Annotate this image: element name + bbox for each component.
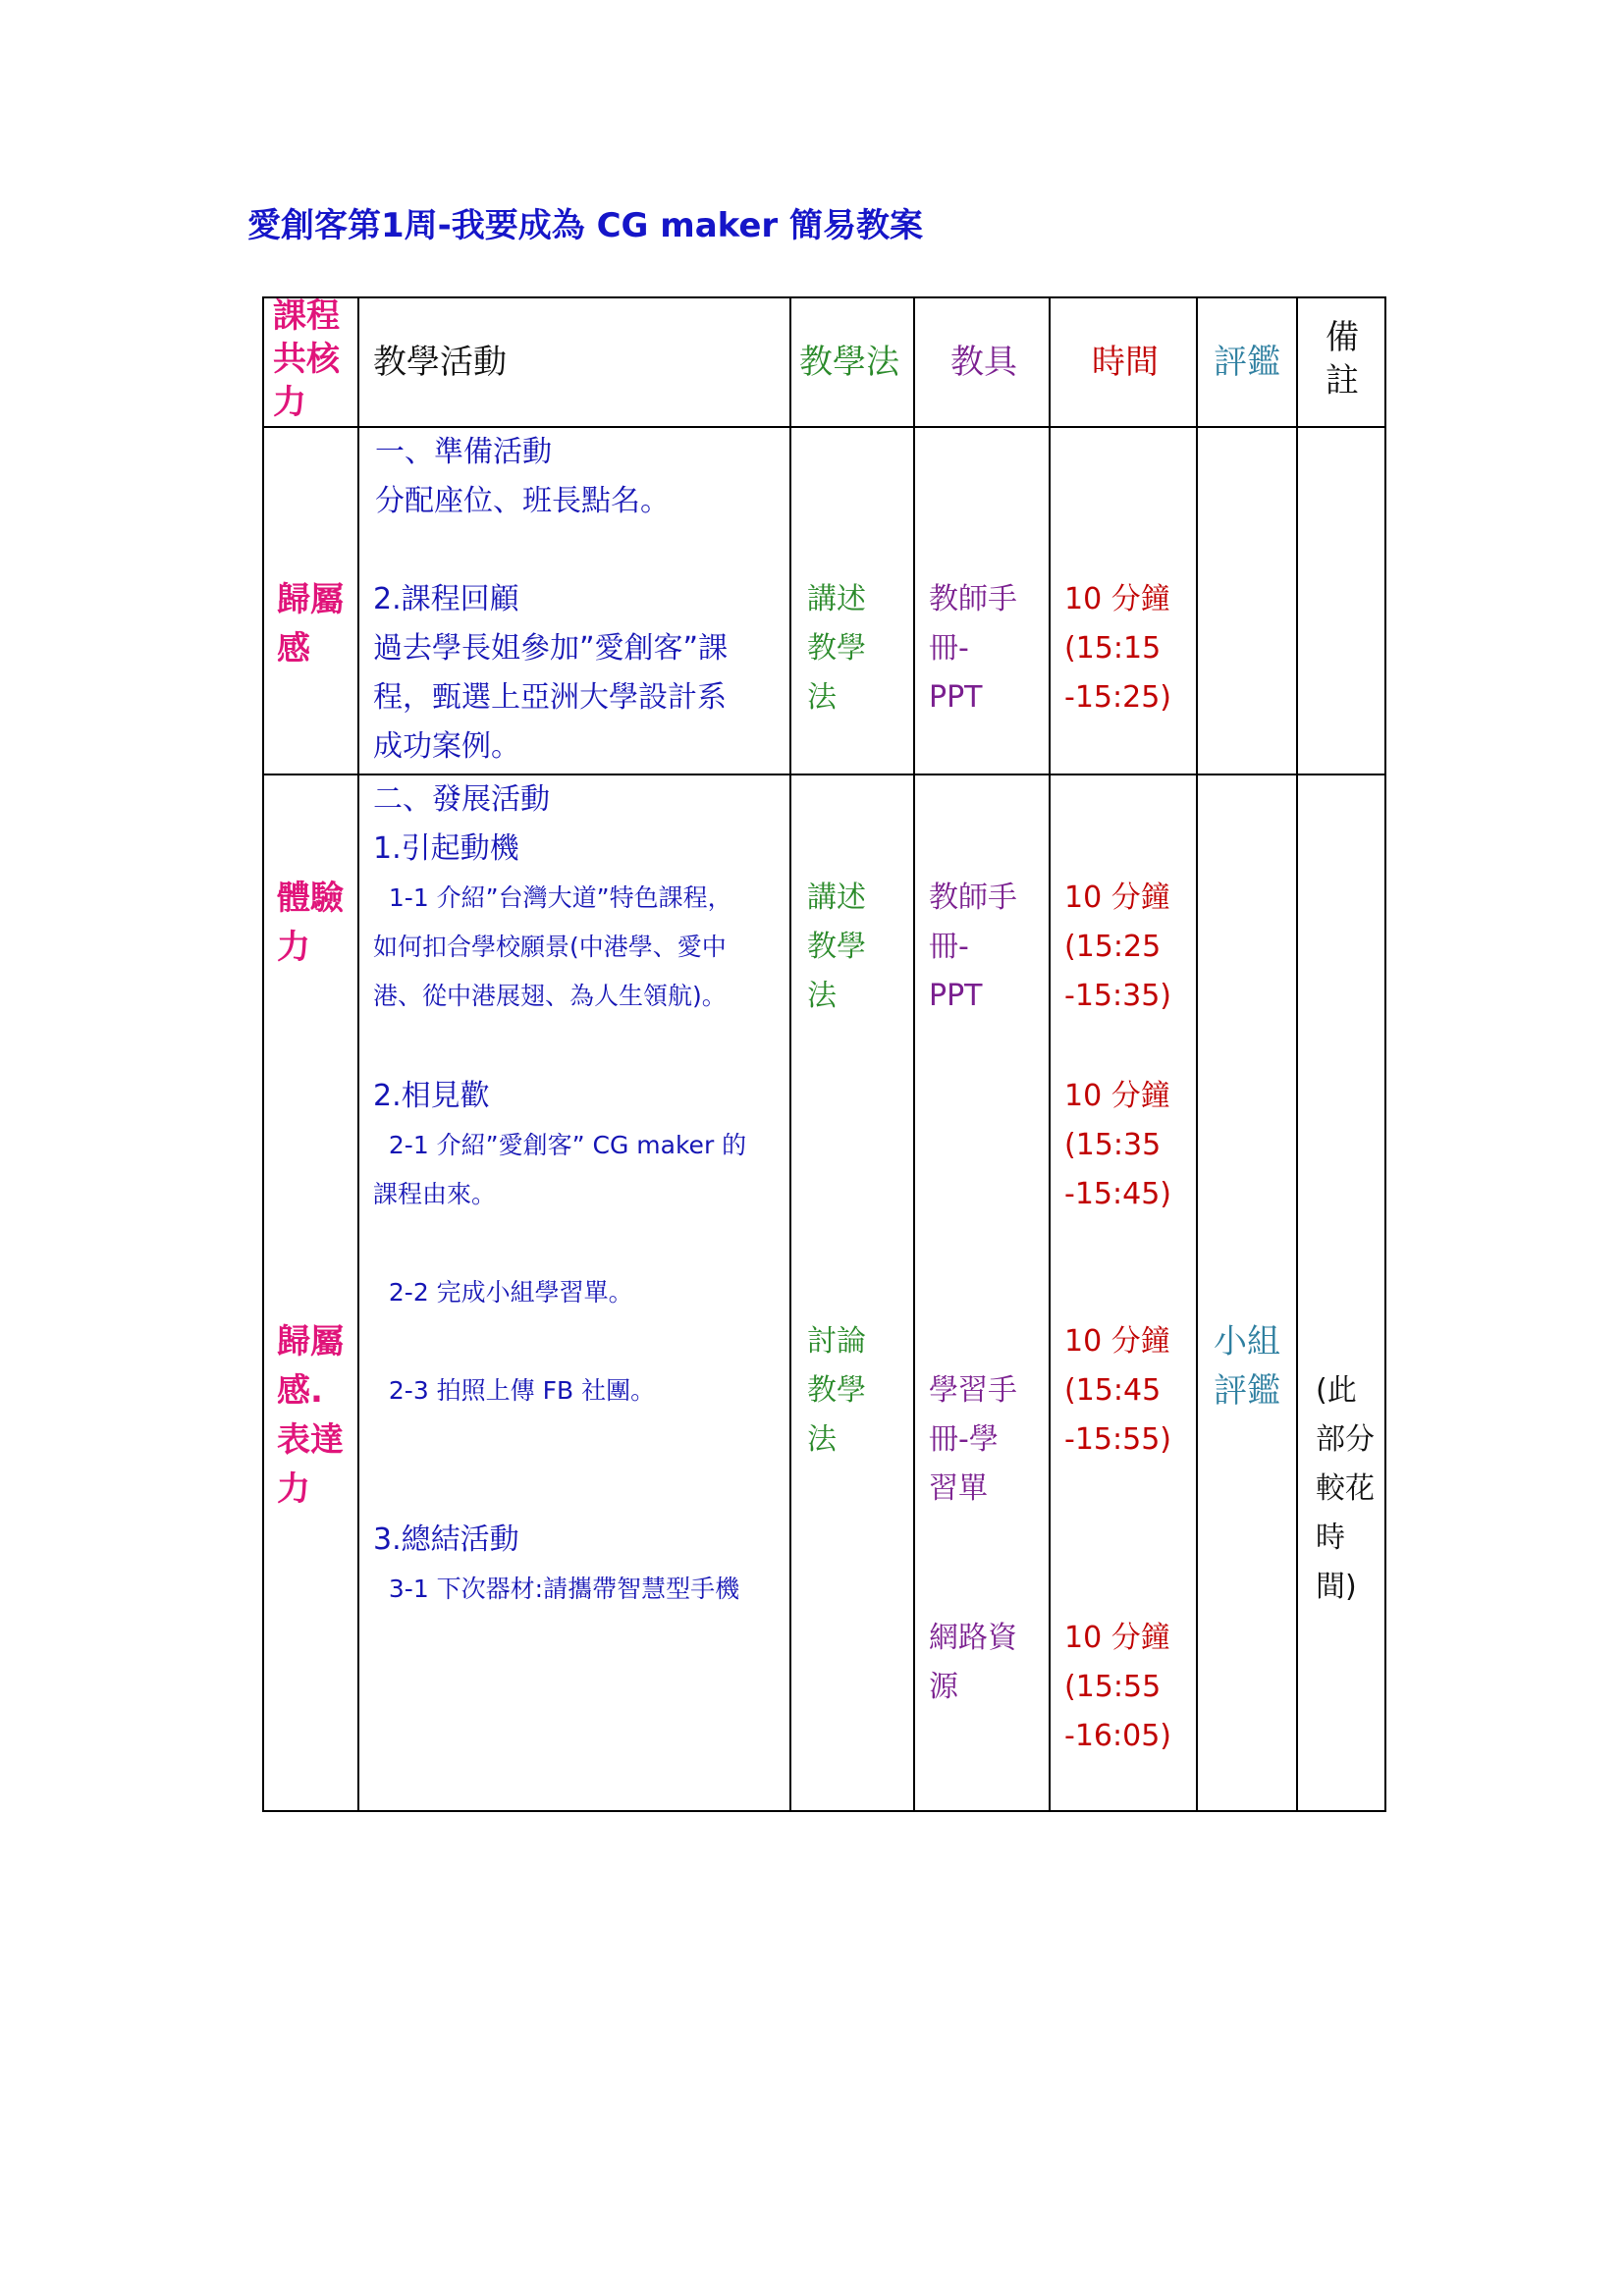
row2-activity-2-3: 2-3 拍照上傳 FB 社團。 [373, 1376, 656, 1405]
row2-tools-web: 網路資 源 [929, 1621, 1017, 1704]
col-border [357, 296, 359, 1812]
row2-tools-ppt: 教師手 冊- PPT [929, 881, 1017, 1013]
row2-activity-2-1: 2-1 介紹”愛創客” CG maker 的 課程由來。 [373, 1131, 747, 1208]
row2-tools-worksheet: 學習手 冊-學 習單 [929, 1373, 1017, 1506]
col-border [1049, 296, 1051, 1812]
row2-activity-heading: 二、發展活動 1.引起動機 [373, 782, 550, 866]
row2-method-lecture: 講述 教學 法 [807, 881, 866, 1013]
col-border [913, 296, 915, 1812]
row2-time-3: 10 分鐘 (15:45 -15:55) [1064, 1324, 1171, 1457]
row1-method: 講述 教學 法 [807, 582, 866, 715]
row1-activity-prep: 一、準備活動 分配座位、班長點名。 [375, 435, 670, 518]
header-activity: 教學活動 [373, 343, 507, 382]
header-evaluation: 評鑑 [1214, 343, 1280, 382]
col-border [1296, 296, 1298, 1812]
row2-activity-1-1: 1-1 介紹”台灣大道”特色課程， 如何扣合學校願景(中港學、愛中 港、從中港展翅、為人生領航)。 [373, 883, 732, 1010]
row1-activity-review: 2.課程回顧 過去學長姐參加”愛創客”課 程，甄選上亞洲大學設計系 成功案例。 [373, 582, 729, 764]
col-border [262, 296, 264, 1812]
table-top-border [262, 296, 1386, 298]
row2-core-competency-belonging: 歸屬 感. 表達 力 [277, 1322, 344, 1509]
header-time: 時間 [1092, 343, 1159, 382]
row2-activity-3: 3.總結活動 [373, 1522, 519, 1557]
header-method: 教學法 [799, 343, 899, 382]
document-title: 愛創客第1周-我要成為 CG maker 簡易教案 [247, 206, 924, 245]
row2-core-competency-experience: 體驗 力 [277, 879, 344, 967]
row2-method-discussion: 討論 教學 法 [807, 1324, 866, 1457]
row1-core-competency: 歸屬 感 [277, 580, 344, 668]
row2-activity-2: 2.相見歡 [373, 1079, 490, 1113]
header-note: 備 註 [1326, 318, 1359, 400]
row2-activity-3-1: 3-1 下次器材:請攜帶智慧型手機 [373, 1575, 740, 1603]
header-tools: 教具 [950, 343, 1017, 382]
table-bottom-border [262, 1810, 1386, 1812]
row2-time-4: 10 分鐘 (15:55 -16:05) [1064, 1621, 1171, 1753]
col-border [1384, 296, 1386, 1812]
col-border [1196, 296, 1198, 1812]
row2-activity-2-2: 2-2 完成小組學習單。 [373, 1278, 633, 1307]
row2-time-1: 10 分鐘 (15:25 -15:35) [1064, 881, 1171, 1013]
row2-time-2: 10 分鐘 (15:35 -15:45) [1064, 1079, 1171, 1211]
row1-tools: 教師手 冊- PPT [929, 582, 1017, 715]
header-core-competency: 課程 共核 力 [273, 296, 340, 422]
row2-note: (此 部分 較花 時 間) [1316, 1373, 1375, 1604]
row2-evaluation: 小組 評鑑 [1214, 1322, 1280, 1411]
row1-time: 10 分鐘 (15:15 -15:25) [1064, 582, 1171, 715]
col-border [789, 296, 791, 1812]
